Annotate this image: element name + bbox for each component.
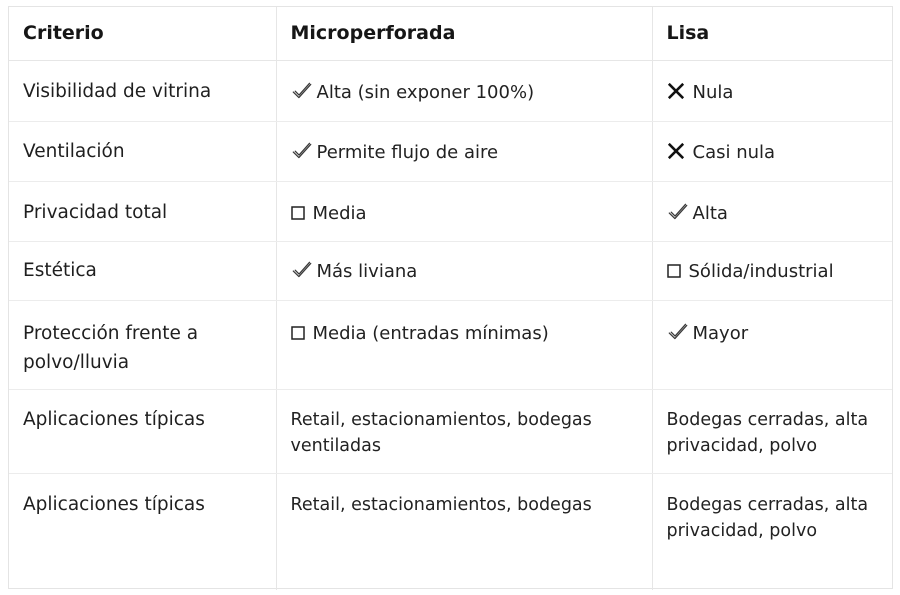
table-row [9, 122, 892, 182]
lisa-cell [652, 61, 892, 122]
header-lisa: Lisa [652, 7, 892, 61]
microperforada-cell [276, 61, 652, 122]
header-criterio: Criterio [9, 7, 276, 61]
cell-text: Alta [692, 203, 728, 224]
table-row [9, 301, 892, 390]
cell-text: Retail, estacionamientos, bodegas ventiladas [290, 410, 592, 456]
lisa-cell [652, 390, 892, 474]
microperforada-cell [276, 390, 652, 474]
lisa-cell [652, 301, 892, 390]
criterion-cell: Protección frente a polvo/lluvia [9, 301, 276, 390]
header-row [9, 7, 892, 61]
cell-text: Retail, estacionamientos, bodegas [290, 495, 592, 515]
cell-text: Mayor [692, 323, 749, 344]
table-row [9, 474, 892, 590]
table-row [9, 242, 892, 301]
lisa-cell [652, 474, 892, 590]
cell-text: Bodegas cerradas, alta privacidad, polvo [666, 410, 869, 456]
cell-text: Permite flujo de aire [316, 142, 499, 163]
cell-text: Nula [692, 82, 734, 103]
table-row [9, 61, 892, 122]
square-icon [667, 259, 683, 281]
lisa-cell [652, 182, 892, 242]
cell-text: Media (entradas mínimas) [312, 323, 549, 344]
square-icon [291, 321, 307, 343]
microperforada-cell [276, 474, 652, 590]
cell-text: Bodegas cerradas, alta privacidad, polvo [666, 495, 869, 541]
criterion-cell: Estética [9, 242, 276, 301]
criterion-cell: Aplicaciones típicas [9, 390, 276, 474]
cross-icon [667, 140, 687, 162]
lisa-cell [652, 242, 892, 301]
cross-icon [667, 80, 687, 102]
header-microperforada: Microperforada [276, 7, 652, 61]
microperforada-cell [276, 301, 652, 390]
cell-text: Media [312, 203, 367, 224]
cell-text: Más liviana [316, 261, 418, 282]
microperforada-cell [276, 182, 652, 242]
criterion-cell: Aplicaciones típicas [9, 474, 276, 590]
criterion-cell: Privacidad total [9, 182, 276, 242]
microperforada-cell [276, 122, 652, 182]
table-row [9, 182, 892, 242]
comparison-table-container [8, 6, 893, 589]
check-icon [667, 321, 689, 343]
square-icon [291, 201, 307, 223]
table-row [9, 390, 892, 474]
criterion-cell: Visibilidad de vitrina [9, 61, 276, 122]
criterion-cell: Ventilación [9, 122, 276, 182]
cell-text: Sólida/industrial [688, 261, 834, 282]
check-icon [291, 80, 313, 102]
check-icon [291, 140, 313, 162]
check-icon [667, 201, 689, 223]
cell-text: Casi nula [692, 142, 776, 163]
cell-text: Alta (sin exponer 100%) [316, 82, 535, 103]
comparison-table [9, 7, 892, 590]
check-icon [291, 259, 313, 281]
lisa-cell [652, 122, 892, 182]
microperforada-cell [276, 242, 652, 301]
